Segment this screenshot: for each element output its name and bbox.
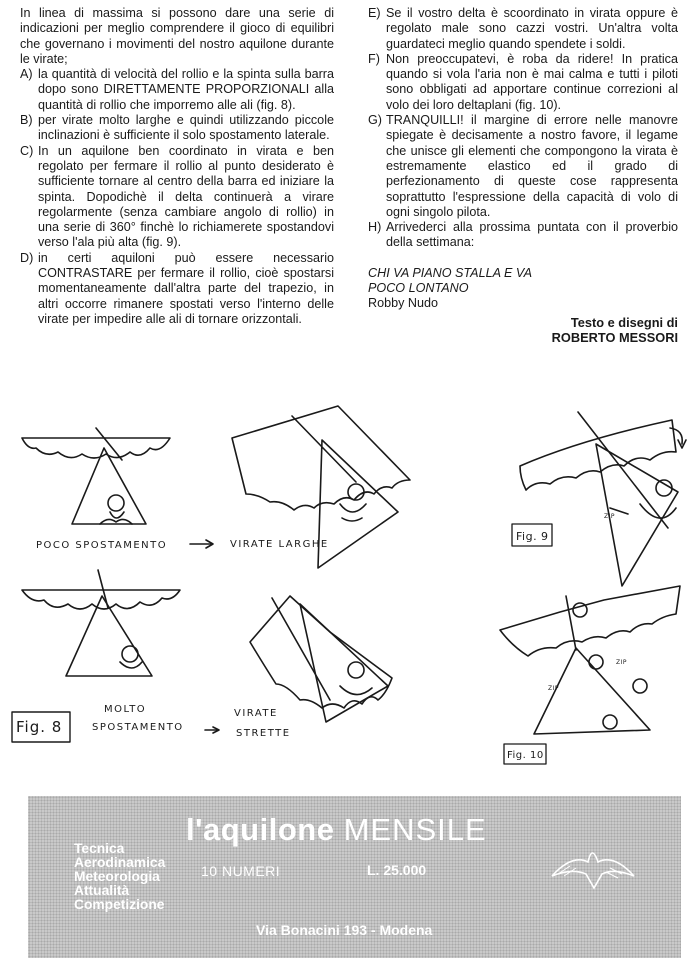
- fig8-label: Fig. 8: [16, 718, 63, 736]
- item-text: In un aquilone ben coordinato in virata e ben regolato per fermare il rollio al punto desiderato è sufficiente tornare al centro della barra ed iniziare la spinta. Dopodichè il delta continuerà a virare regolarmente (senza cambiare angolo di rollio) in una serie di 360° finchè lo richiamerete spostandovi verso l'ala più alta (fig. 9).: [38, 143, 334, 250]
- magazine-advert-banner: [28, 796, 681, 958]
- item-label: D): [20, 250, 34, 265]
- list-item-c: [20, 144, 334, 251]
- topic-item: Attualità: [74, 883, 130, 898]
- arrow-right-icon: [190, 540, 213, 548]
- item-text: la quantità di velocità del rollio e la spinta sulla barra dopo sono DIRETTAMENTE PROPORZIONALI alla quantità di rollio che imporremo alle ali (fig. 8).: [38, 67, 334, 112]
- list-item-b: [20, 113, 334, 144]
- item-text: Non preoccupatevi, è roba da ridere! In pratica quando si vola l'aria non è mai calma e tutti i piloti sono obbligati ad apportare continue correzioni al volo dei loro deltaplani (fig. 10).: [386, 51, 678, 112]
- item-text: Arrivederci alla prossima puntata con il proverbio della settimana:: [386, 220, 678, 250]
- eagle-logo-icon: [548, 832, 638, 892]
- magazine-title: [186, 812, 487, 848]
- magazine-frequency: MENSILE: [343, 812, 487, 847]
- article-right-column: [368, 6, 678, 345]
- article-left-column: [20, 6, 334, 327]
- item-text: in certi aquiloni può essere necessario CONTRASTARE per fermare il rollio, cioè spostarsi momentaneamente dall'altra parte del trapezio, in altri occorre rimanere spostati verso l'interno delle virate per impedire alle ali di tornare orizzontali.: [38, 250, 334, 326]
- glider-tight-turn-drawing: [250, 596, 392, 722]
- author-name: Robby Nudo: [368, 296, 439, 311]
- list-item-d: [20, 251, 334, 327]
- fig9-label: Fig. 9: [516, 530, 549, 543]
- item-label: B): [20, 113, 33, 128]
- list-item-f: [368, 52, 678, 113]
- item-text: Se il vostro delta è scoordinato in virata oppure è regolato male sono cazzi vostri. Un'altra volta guardateci meglio quando spendete i soldi.: [386, 6, 678, 51]
- issues-count: 10 NUMERI: [201, 863, 281, 879]
- item-label: G): [368, 113, 382, 128]
- article-intro: In linea di massima si possono dare una serie di indicazioni per meglio comprendere il gioco di equilibri che governano i movimenti del nostro aquilone durante le virate;: [20, 6, 334, 66]
- glider-fig8-drawing: [12, 570, 180, 742]
- proverb: [368, 266, 678, 297]
- topic-item: Tecnica: [74, 841, 125, 856]
- caption-poco-spostamento: POCO SPOSTAMENTO: [36, 540, 168, 551]
- proverb-line: POCO LONTANO: [368, 281, 469, 296]
- zip-sound: ZIP: [616, 659, 627, 666]
- credits: [368, 315, 678, 346]
- glider-fig9-drawing: [512, 412, 686, 586]
- caption-molto: MOLTO: [104, 704, 147, 715]
- item-label: F): [368, 51, 380, 66]
- item-label: H): [368, 220, 382, 235]
- glider-fig10-drawing: [500, 586, 680, 764]
- list-item-g: [368, 113, 678, 220]
- list-item-a: [20, 67, 334, 113]
- topic-item: Competizione: [74, 897, 165, 912]
- item-label: C): [20, 143, 34, 158]
- item-text: TRANQUILLI! il margine di errore nelle manovre spiegate è decisamente a nostro favore, il legame che unisce gli elementi che compongono la virata è estremamente elastico ed il grado di perfezionamento di queste cose rappresenta soprattutto l'espressione della capacità di volo di ogni singolo pilota.: [386, 113, 678, 219]
- caption-virate-larghe: VIRATE LARGHE: [230, 539, 329, 550]
- item-text: per virate molto larghe e quindi utilizzando piccole inclinazioni è sufficiente il solo spostamento laterale.: [38, 113, 334, 143]
- list-item-e: [368, 6, 678, 52]
- fig10-label: Fig. 10: [507, 750, 544, 761]
- zip-sound: ZIP: [604, 513, 615, 520]
- credit-line: Testo e disegni di: [570, 314, 678, 330]
- author: [368, 296, 678, 311]
- address: Via Bonacini 193 - Modena: [256, 922, 433, 938]
- glider-small-shift-drawing: [22, 428, 170, 524]
- arrow-right-icon: [205, 727, 219, 733]
- topic-item: Meteorologia: [74, 869, 160, 884]
- topics-list: [74, 842, 165, 912]
- proverb-line: CHI VA PIANO STALLA E VA: [368, 265, 533, 280]
- zip-sound: ZIP: [548, 685, 559, 692]
- caption-strette: STRETTE: [236, 728, 291, 739]
- magazine-name: l'aquilone: [186, 812, 335, 847]
- caption-spostamento: SPOSTAMENTO: [92, 722, 184, 733]
- subscription-price: L. 25.000: [367, 862, 427, 878]
- caption-virate: VIRATE: [234, 708, 278, 719]
- credit-author: ROBERTO MESSORI: [551, 329, 678, 345]
- item-label: A): [20, 67, 33, 82]
- item-label: E): [368, 6, 381, 20]
- topic-item: Aerodinamica: [74, 855, 166, 870]
- hang-glider-illustrations: [0, 400, 700, 785]
- list-item-h: [368, 220, 678, 251]
